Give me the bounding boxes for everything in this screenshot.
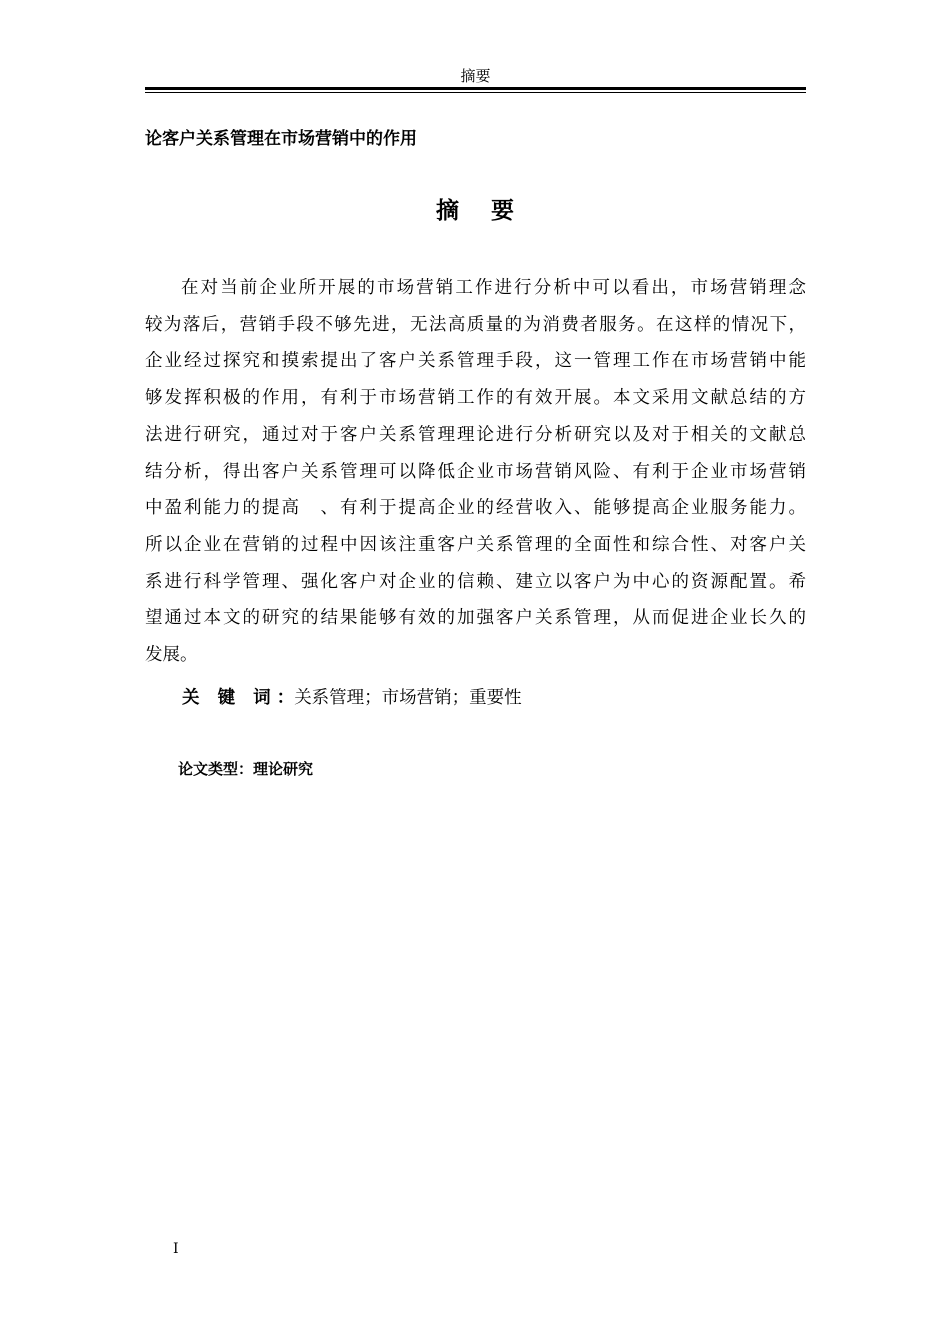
abstract-body — [145, 270, 806, 674]
abstract-line: 所以企业在营销的过程中因该注重客户关系管理的全面性和综合性、对客户关 — [145, 534, 806, 555]
abstract-line: 在对当前企业所开展的市场营销工作进行分析中可以看出，市场营销理念 — [181, 278, 806, 298]
abstract-line: 法进行研究，通过对于客户关系管理理论进行分析研究以及对于相关的文献总 — [145, 424, 806, 445]
abstract-line: 企业经过探究和摸索提出了客户关系管理手段，这一管理工作在市场营销中能 — [145, 351, 806, 372]
page-number: I — [173, 1241, 179, 1257]
keywords-label: 关 键 词： — [182, 688, 295, 708]
keywords-line — [182, 684, 522, 712]
abstract-heading: 摘 要 — [435, 198, 526, 224]
header-rule-thick — [145, 87, 806, 90]
abstract-line: 发展。 — [145, 645, 198, 666]
header-rule-thin — [145, 92, 806, 93]
abstract-line: 望通过本文的研究的结果能够有效的加强客户关系管理，从而促进企业长久的 — [145, 608, 806, 629]
abstract-line: 够发挥积极的作用，有利于市场营销工作的有效开展。本文采用文献总结的方 — [145, 388, 806, 409]
abstract-line: 中盈利能力的提高 、有利于提高企业的经营收入、能够提高企业服务能力。 — [145, 498, 806, 519]
running-header: 摘要 — [460, 67, 491, 85]
document-title: 论客户关系管理在市场营销中的作用 — [145, 129, 417, 149]
abstract-line: 系进行科学管理、强化客户对企业的信赖、建立以客户为中心的资源配置。希 — [145, 571, 806, 592]
abstract-line: 结分析，得出客户关系管理可以降低企业市场营销风险、有利于企业市场营销 — [145, 461, 806, 482]
keywords-value: 关系管理；市场营销；重要性 — [294, 688, 522, 708]
abstract-line: 较为落后，营销手段不够先进，无法高质量的为消费者服务。在这样的情况下， — [145, 314, 806, 335]
paper-type: 论文类型：理论研究 — [178, 760, 314, 778]
